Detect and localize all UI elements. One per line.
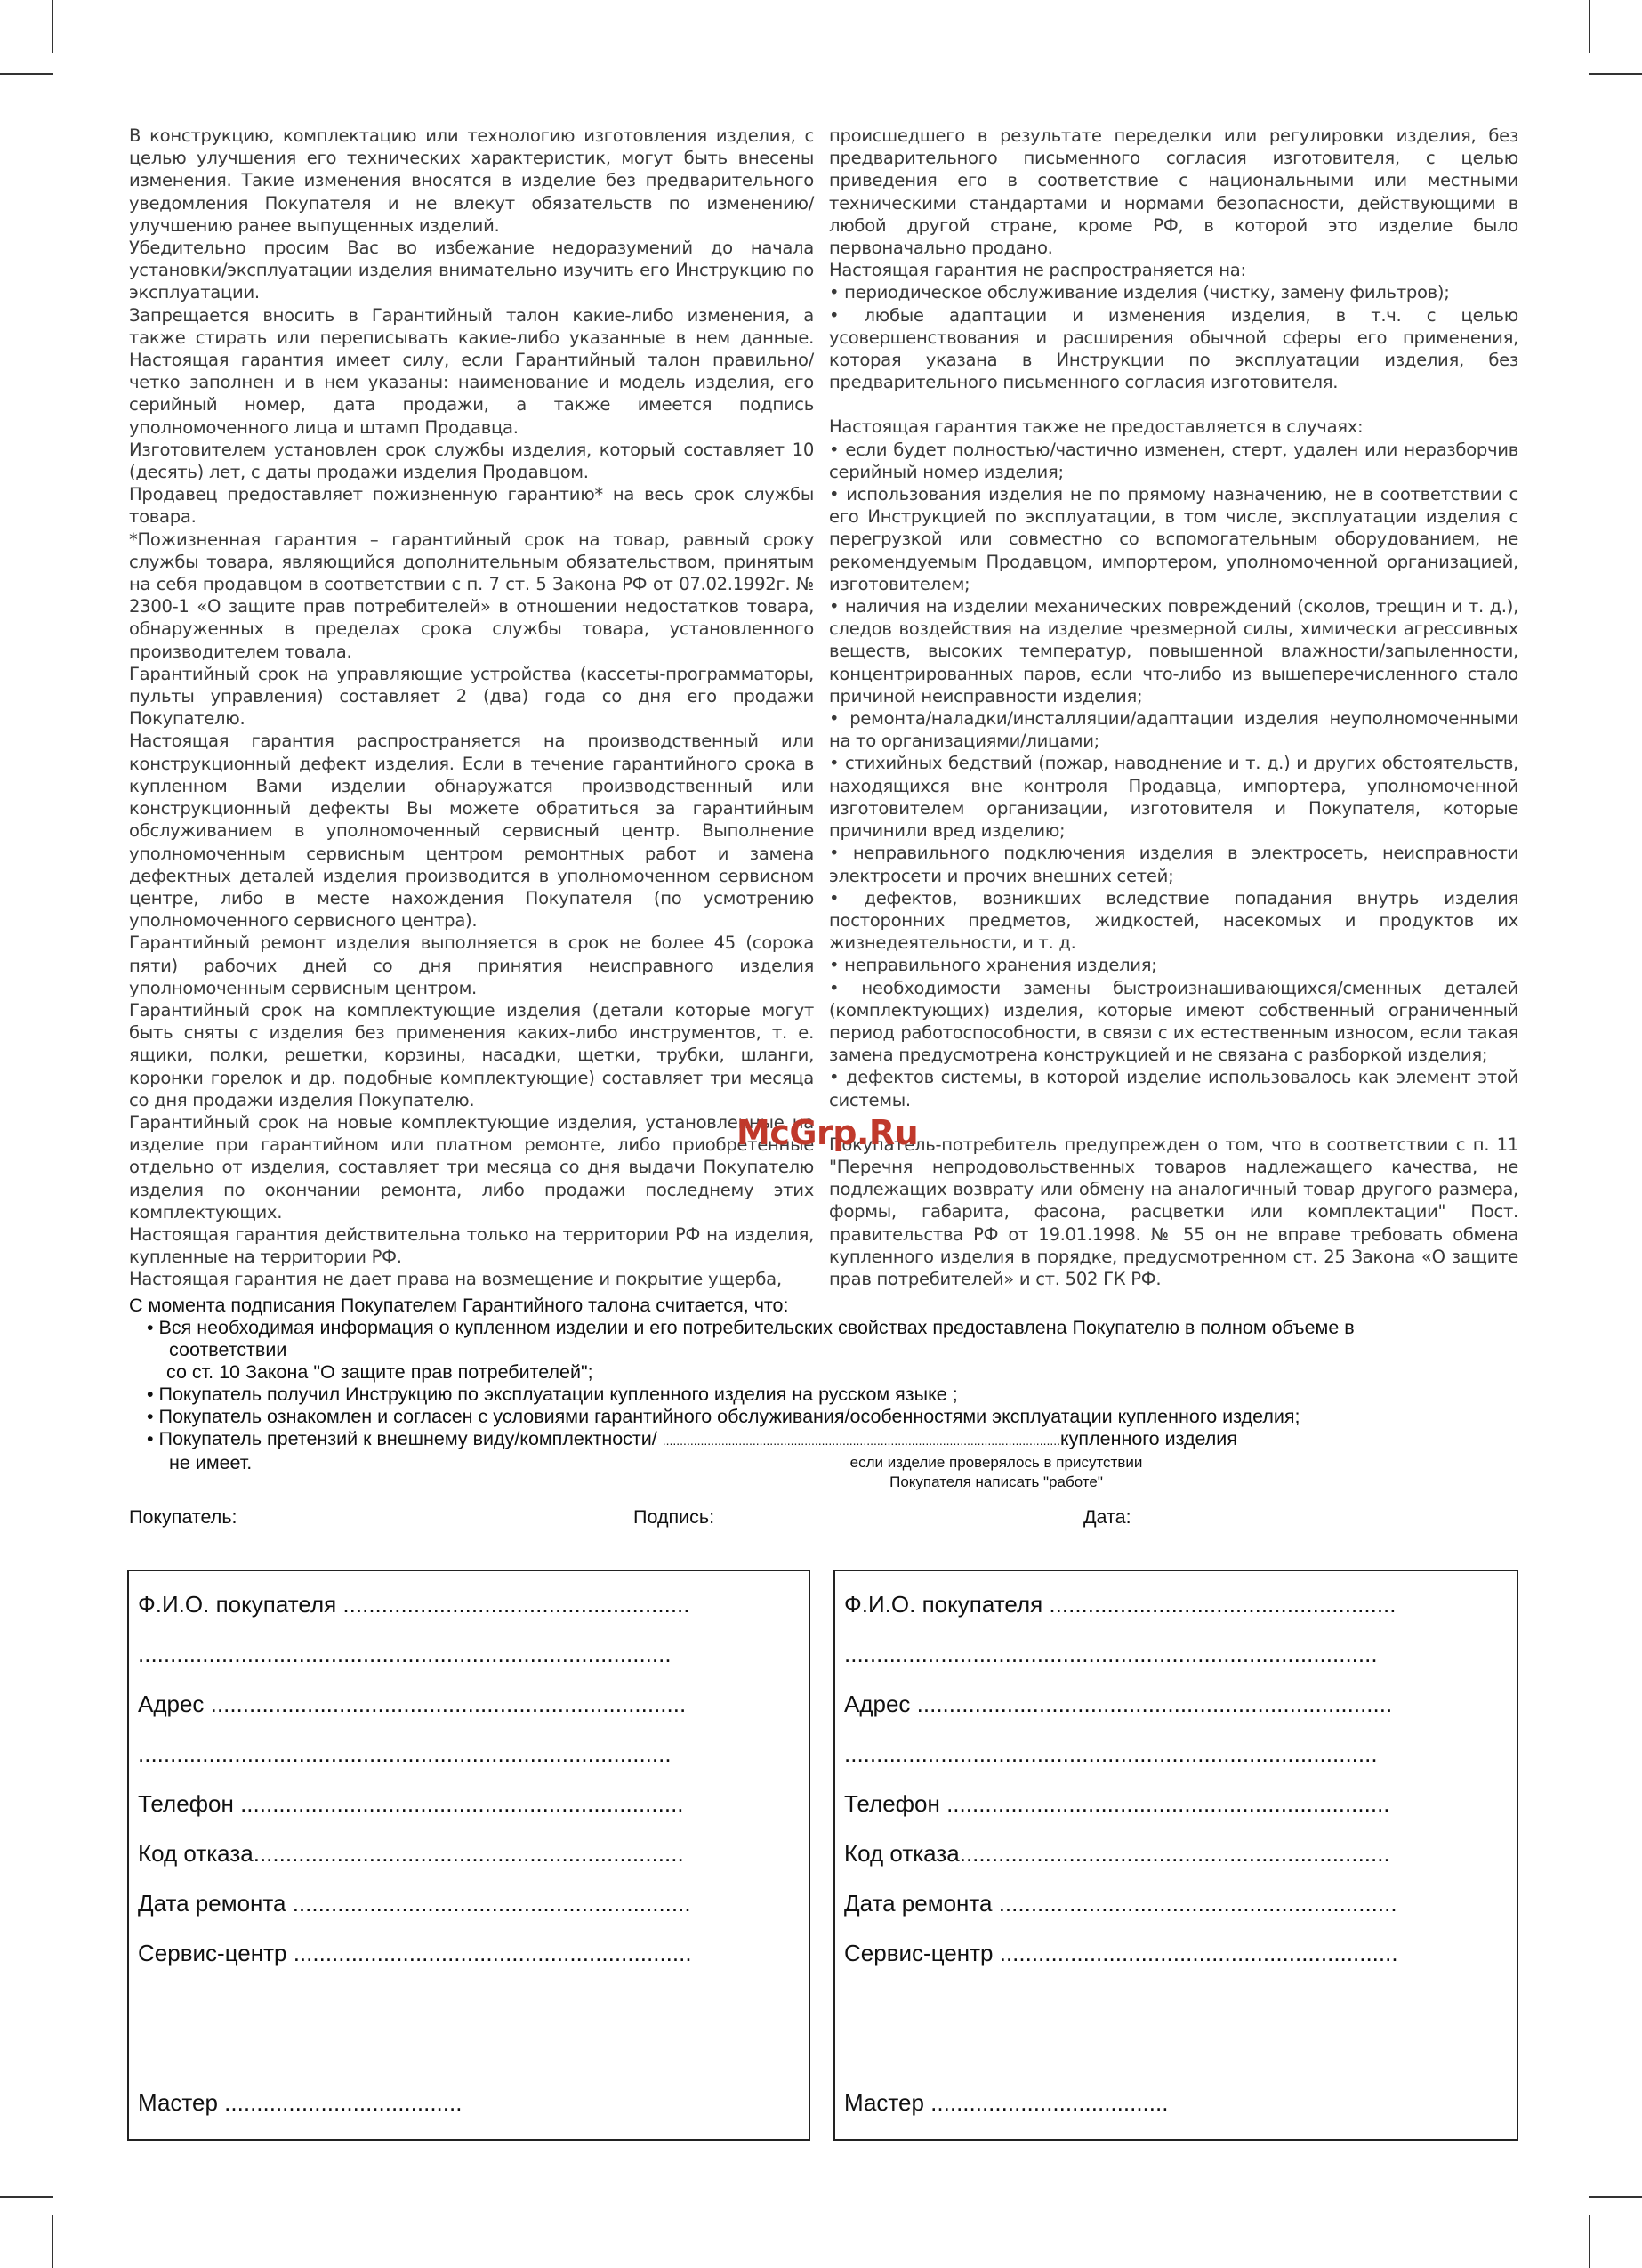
paragraph: Запрещается вносить в Гарантийный талон какие-либо изменения, а также стирать или переписывать какие-либо указанные в нем данные. Настоящая гарантия имеет силу, если Гарантийный талон правильно/четко заполнен и в нем указаны: наименование и модель изделия, его серийный номер, дата продажи, а также имеется подпись уполномоченного лица и штамп Продавца. — [129, 304, 814, 438]
agreement-bullet-continuation: соответствии — [169, 1339, 287, 1360]
repair-date-field[interactable]: Дата ремонта .............................................................. — [844, 1890, 1397, 1917]
repair-date-field[interactable]: Дата ремонта .............................................................. — [138, 1890, 691, 1917]
list-item: • ремонта/наладки/инсталляции/адаптации изделия неуполномоченными на то организациями/лицами; — [829, 708, 1518, 752]
paragraph: Убедительно просим Вас во избежание недоразумений до начала установки/эксплуатации изделия внимательно изучить его Инструкцию по эксплуатации. — [129, 238, 814, 303]
paragraph: Продавец предоставляет пожизненную гарантию* на весь срок службы товара. — [129, 484, 814, 528]
list-item: • если будет полностью/частично изменен, стерт, удален или неразборчив серийный номер изделия; — [829, 439, 1518, 482]
blank-field[interactable]: ................................................................................... — [844, 1740, 1378, 1767]
list-item: • необходимости замены быстроизнашивающихся/сменных деталей (комплектующих) изделия, которые имеют собственный ограниченный период работоспособности, в связи с их естественным износом, если такая замена предусмотрена конструкцией и не связана с разборкой изделия; — [829, 977, 1518, 1066]
crop-mark — [1589, 2196, 1642, 2198]
paragraph: Настоящая гарантия не распространяется на: — [829, 260, 1246, 281]
note-line: Покупателя написать "работе" — [889, 1473, 1103, 1490]
list-item: • использования изделия не по прямому назначению, не в соответствии с его Инструкцией по эксплуатации, в том числе, эксплуатации изделия с перегрузкой или совместно со вспомогательным оборудованием, не рекомендуемым Продавцом, импортером, уполномоченной организацией, изготовителем; — [829, 484, 1518, 594]
list-item: • наличия на изделии механических повреждений (сколов, трещин и т. д.), следов воздействия на изделие чрезмерной силы, химически агрессивных веществ, высоких температур, повышенной влажности/запыленности, концентрированных паров, если что-либо из вышеперечисленного стало причиной неисправности изделия; — [829, 596, 1518, 706]
note-line: если изделие проверялось в присутствии — [849, 1454, 1143, 1471]
paragraph: Гарантийный срок на комплектующие изделия (детали которые могут быть сняты с изделия без применения каких-либо инструментов, т. е. ящики, полки, решетки, корзины, насадки, щетки, трубки, шланги, коронки горелок и др. подобные комплектующие) составляет три месяца со дня продажи изделия Покупателю. — [129, 999, 814, 1110]
address-field[interactable]: Адрес .......................................................................... — [138, 1691, 687, 1717]
blank-field[interactable]: ................................................................................... — [138, 1740, 672, 1767]
paragraph: Изготовителем установлен срок службы изделия, который составляет 10 (десять) лет, с даты продажи изделия Продавцом. — [129, 439, 814, 483]
agreement-bullet-text: купленного изделия — [1060, 1428, 1237, 1449]
signature-label: Подпись: — [633, 1506, 715, 1528]
crop-mark — [52, 2215, 53, 2268]
buyer-label: Покупатель: — [129, 1506, 237, 1528]
fault-code-field[interactable]: Код отказа................................................................... — [844, 1840, 1390, 1867]
agreement-block — [129, 1295, 1517, 1474]
warranty-terms-left-column — [129, 125, 814, 1291]
list-item: • неправильного подключения изделия в электросеть, неисправности электросети и прочих внешних сетей; — [829, 843, 1518, 886]
phone-field[interactable]: Телефон ..................................................................... — [844, 1790, 1390, 1817]
crop-mark — [1589, 0, 1590, 53]
agreement-bullet-continuation: не имеет. — [169, 1452, 253, 1473]
agreement-intro: С момента подписания Покупателем Гарантийного талона считается, что: — [129, 1295, 789, 1316]
paragraph: В конструкцию, комплектацию или технологию изготовления изделия, с целью улучшения его технических характеристик, могут быть внесены изменения. Такие изменения вносятся в изделие без предварительного уведомления Покупателя и не влекут обязательств по изменению/улучшению ранее выпущенных изделий. — [129, 125, 814, 236]
date-label: Дата: — [1083, 1506, 1131, 1528]
service-coupon-right — [833, 1570, 1518, 2141]
blank-field[interactable]: ................................................................................... — [844, 1641, 1378, 1667]
crop-mark — [1589, 73, 1642, 75]
paragraph: Настоящая гарантия распространяется на производственный или конструкционный дефект изделия. Если в течение гарантийного срока в купленном Вами изделии обнаружатся производственный или конструкционный дефекты Вы можете обратиться за гарантийным обслуживанием в уполномоченный сервисный центр. Выполнение уполномоченным сервисным центром ремонтных работ и замена дефектных деталей изделия производится в уполномоченном сервисном центре, либо в месте нахождения Покупателя (по усмотрению уполномоченного сервисного центра). — [129, 730, 814, 932]
crop-mark — [1589, 2215, 1590, 2268]
inspection-note — [783, 1453, 1210, 1492]
list-item: • периодическое обслуживание изделия (чистку, замену фильтров); — [829, 282, 1450, 303]
list-item: • дефектов системы, в которой изделие использовалось как элемент этой системы. — [829, 1067, 1518, 1110]
service-center-field[interactable]: Сервис-центр .............................................................. — [844, 1940, 1398, 1966]
service-center-field[interactable]: Сервис-центр .............................................................. — [138, 1940, 692, 1966]
buyer-name-field[interactable]: Ф.И.О. покупателя ...................................................... — [844, 1591, 1397, 1618]
paragraph: Настоящая гарантия также не предоставляется в случаях: — [829, 416, 1364, 438]
master-field[interactable]: Мастер ..................................... — [138, 2089, 463, 2116]
agreement-bullet — [129, 1428, 1517, 1452]
list-item: • неправильного хранения изделия; — [829, 955, 1157, 976]
paragraph: Гарантийный срок на новые комплектующие изделия, установленные на изделие при гарантийном или платном ремонте, либо приобретенные отдельно от изделия, составляет три месяца со дня выдачи Покупателю изделия по окончании ремонта, либо продажи последнему этих комплектующих. — [129, 1111, 814, 1223]
agreement-bullet: • Покупатель ознакомлен и согласен с условиями гарантийного обслуживания/особенностями эксплуатации купленного изделия; — [147, 1406, 1300, 1427]
list-item: • стихийных бедствий (пожар, наводнение и т. д.) и других обстоятельств, находящихся вне контроля Продавца, импортера, уполномоченной изготовителем организации, изготовителя и Покупателя, которые причинили вред изделию; — [829, 753, 1518, 842]
agreement-bullet: • Вся необходимая информация о купленном изделии и его потребительских свойствах предоставлена Покупателю в полном объеме в — [147, 1317, 1355, 1338]
paragraph: Гарантийный ремонт изделия выполняется в срок не более 45 (сорока пяти) рабочих дней со дня принятия неисправного изделия уполномоченным сервисным центром. — [129, 932, 814, 998]
fill-line[interactable]: ................................................................................................................... — [662, 1433, 1061, 1448]
crop-mark — [0, 73, 53, 75]
address-field[interactable]: Адрес .......................................................................... — [844, 1691, 1393, 1717]
buyer-name-field[interactable]: Ф.И.О. покупателя ...................................................... — [138, 1591, 690, 1618]
list-item: • любые адаптации и изменения изделия, в т.ч. с целью усовершенствования и расширения обычной сферы его применения, которая указана в Инструкции по эксплуатации изделия, без предварительного письменного согласия изготовителя. — [829, 304, 1518, 393]
agreement-bullet: • Покупатель получил Инструкцию по эксплуатации купленного изделия на русском языке ; — [147, 1384, 958, 1405]
blank-field[interactable]: ................................................................................... — [138, 1641, 672, 1667]
master-field[interactable]: Мастер ..................................... — [844, 2089, 1169, 2116]
paragraph: Гарантийный срок на управляющие устройства (кассеты-программаторы, пульты управления) составляет 2 (два) года со дня его продажи Покупателю. — [129, 663, 814, 730]
paragraph: Покупатель-потребитель предупрежден о том, что в соответствии с п. 11 "Перечня непродовольственных товаров надлежащего качества, не подлежащих возврату или обмену на аналогичный товар другого размера, формы, габарита, фасона, расцветки или комплектации" Пост. правительства РФ от 19.01.1998. № 55 он не вправе требовать обмена купленного изделия в порядке, предусмотренном ст. 25 Закона «О защите прав потребителей» и ст. 502 ГК РФ. — [829, 1134, 1518, 1289]
paragraph: Настоящая гарантия не дает права на возмещение и покрытие ущерба, — [129, 1269, 782, 1290]
crop-mark — [52, 0, 53, 53]
phone-field[interactable]: Телефон ..................................................................... — [138, 1790, 684, 1817]
fault-code-field[interactable]: Код отказа................................................................... — [138, 1840, 684, 1867]
crop-mark — [0, 2196, 53, 2198]
watermark: McGrp.Ru — [736, 1113, 919, 1152]
paragraph: происшедшего в результате переделки или регулировки изделия, без предварительного письменного согласия изготовителя, с целью приведения его в соответствие с национальными или местными техническими стандартами и нормами безопасности, действующими в любой другой стране, кроме РФ, в которой это изделие было первоначально продано. — [829, 125, 1518, 259]
paragraph: Настоящая гарантия действительна только на территории РФ на изделия, купленные на территории РФ. — [129, 1223, 814, 1268]
warranty-terms-right-column — [829, 125, 1518, 1290]
agreement-bullet-continuation: со ст. 10 Закона "О защите прав потребителей"; — [166, 1361, 593, 1383]
agreement-bullet-text: • Покупатель претензий к внешнему виду/комплектности/ — [147, 1428, 657, 1449]
paragraph: *Пожизненная гарантия – гарантийный срок на товар, равный сроку службы товара, являющийся дополнительным обязательством, принятым на себя продавцом в соответствии с п. 7 ст. 5 Закона РФ от 07.02.1992г. № 2300-1 «О защите прав потребителей» в отношении недостатков товара, обнаруженных в пределах срока службы товара, установленного производителем товала. — [129, 529, 814, 662]
service-coupon-left — [127, 1570, 810, 2141]
list-item: • дефектов, возникших вследствие попадания внутрь изделия посторонних предметов, жидкостей, насекомых и продуктов их жизнедеятельности, и т. д. — [829, 887, 1518, 954]
